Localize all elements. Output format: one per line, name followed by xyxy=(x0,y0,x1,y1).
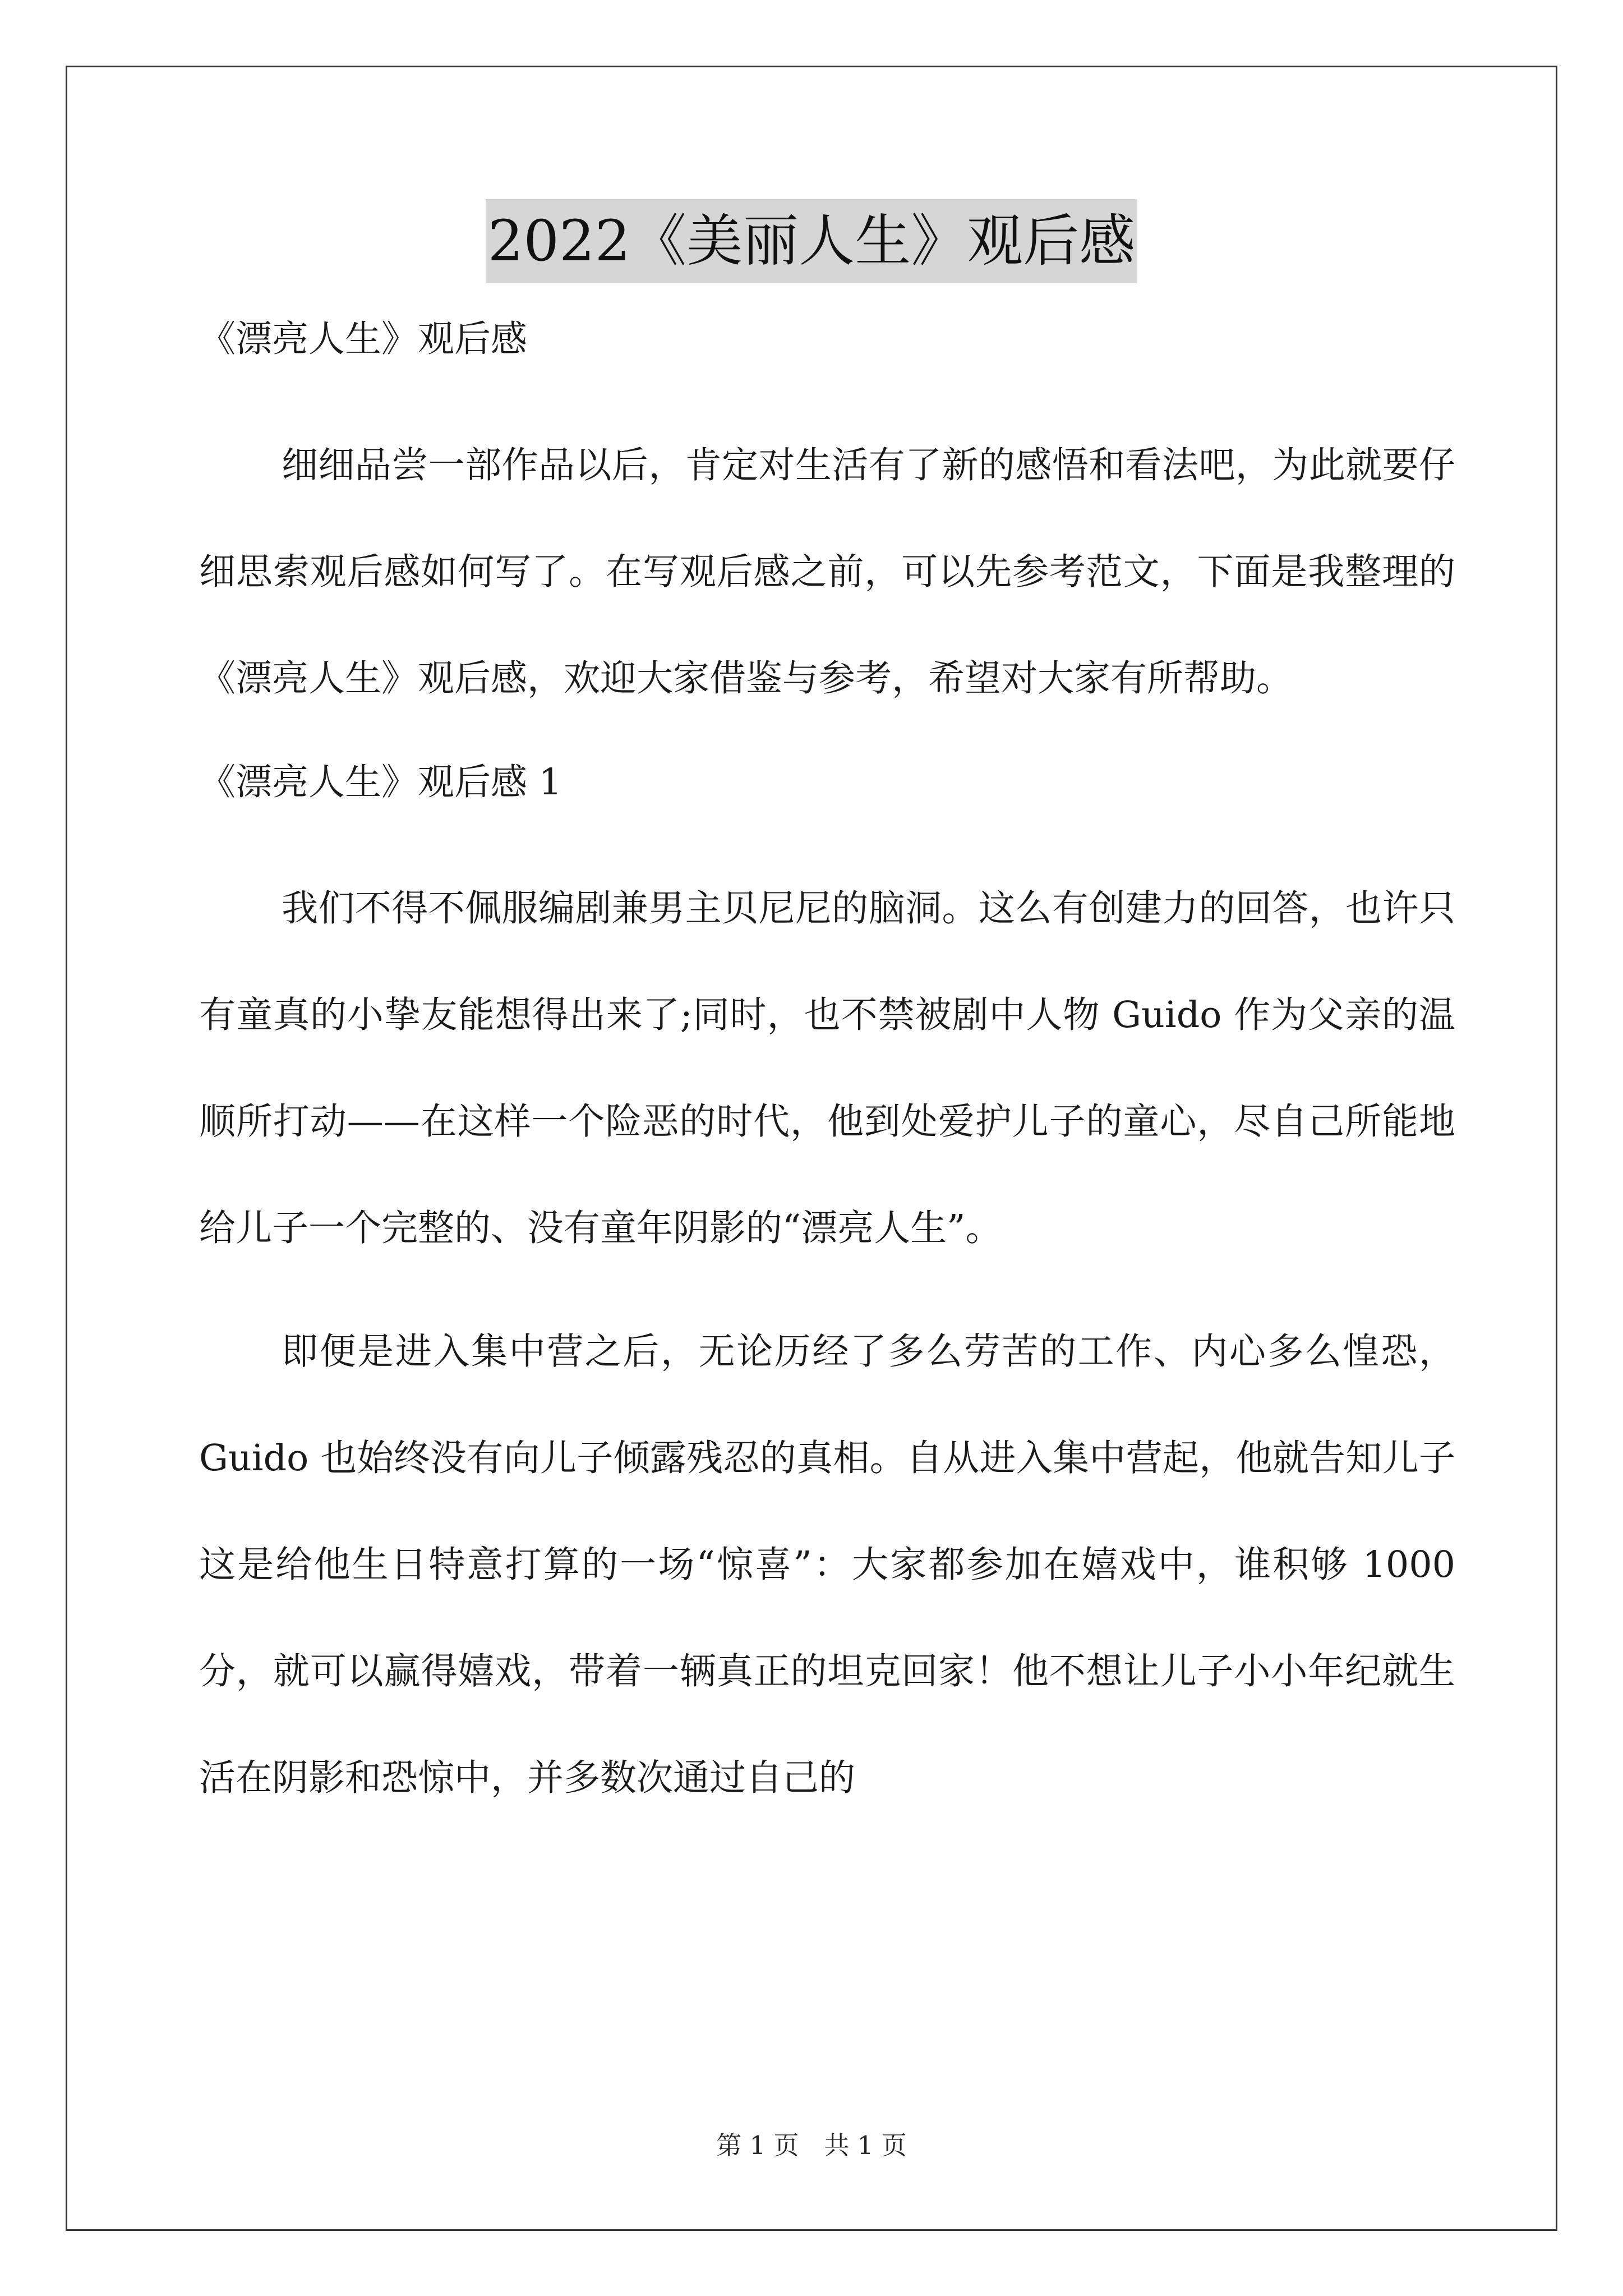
page-footer: 第 1 页 共 1 页 xyxy=(716,2131,907,2160)
paragraph: 我们不得不佩服编剧兼男主贝尼尼的脑洞。这么有创建力的回答，也许只有童真的小挚友能想得出来了;同时，也不禁被剧中人物 Guido 作为父亲的温顺所打动——在这样一个险恶的时代，他到处爱护儿子的童心，尽自己所能地给儿子一个完整的、没有童年阴影的“漂亮人生”。 xyxy=(199,887,1455,1249)
document-title: 2022《美丽人生》观后感 xyxy=(486,199,1138,283)
section-heading: 《漂亮人生》观后感 1 xyxy=(199,761,562,803)
paragraph: 细细品尝一部作品以后，肯定对生活有了新的感悟和看法吧，为此就要仔细思索观后感如何写了。在写观后感之前，可以先参考范文，下面是我整理的《漂亮人生》观后感，欢迎大家借鉴与参考，希望对大家有所帮助。 xyxy=(199,444,1455,700)
section-heading: 《漂亮人生》观后感 xyxy=(199,318,528,360)
document-body xyxy=(199,306,1455,1848)
paragraph: 即便是进入集中营之后，无论历经了多么劳苦的工作、内心多么惶恐，Guido 也始终没有向儿子倾露残忍的真相。自从进入集中营起，他就告知儿子这是给他生日特意打算的一场“惊喜”：大家都参加在嬉戏中，谁积够 1000 分，就可以赢得嬉戏，带着一辆真正的坦克回家！他不想让儿子小小年纪就生活在阴影和恐惊中，并多数次通过自己的 xyxy=(199,1331,1455,1799)
title-wrap xyxy=(0,199,1623,283)
